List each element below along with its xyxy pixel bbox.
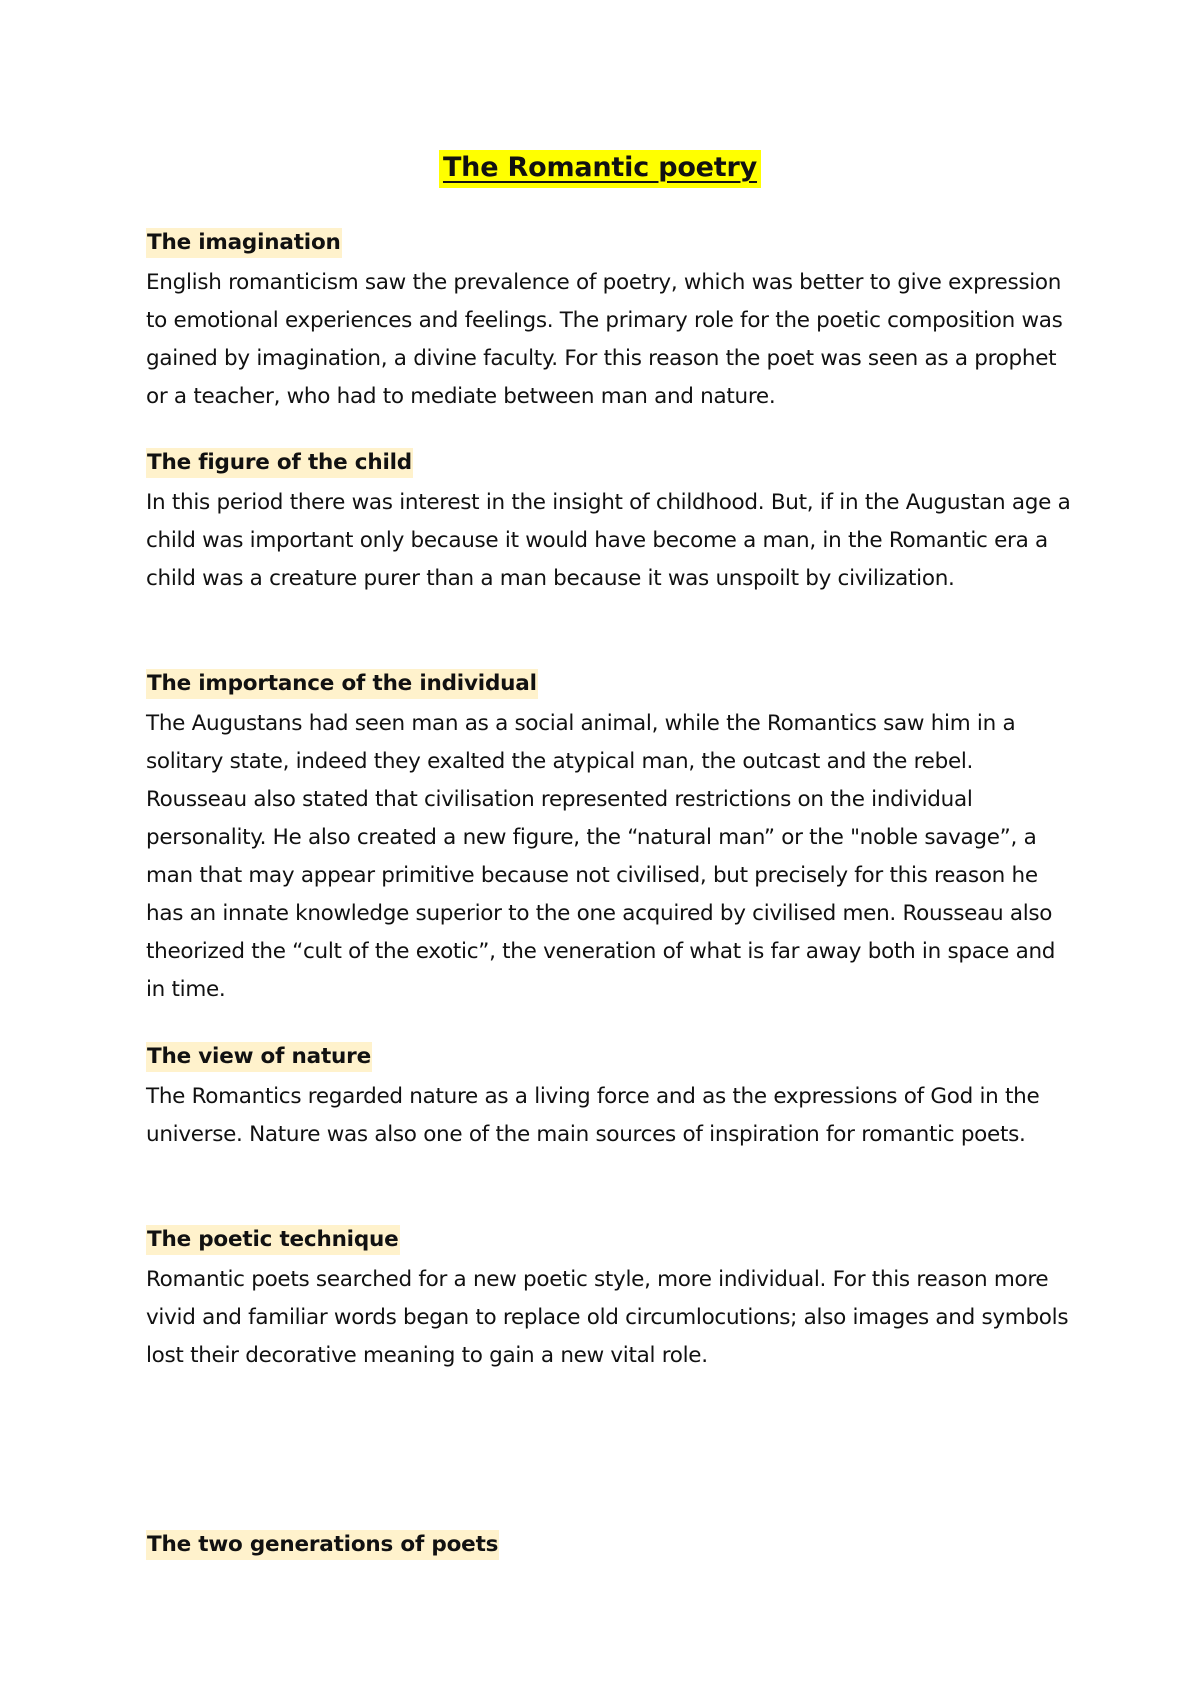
section-heading: The figure of the child (146, 448, 413, 478)
section-heading: The poetic technique (146, 1225, 400, 1255)
page-title: The Romantic poetry (439, 150, 761, 188)
section-view-of-nature (146, 1042, 1076, 1154)
section-two-generations (146, 1530, 1076, 1560)
section-body: Romantic poets searched for a new poetic style, more individual. For this reason more vivid and familiar words began to replace old circumlocutions; also images and symbols lost their decorative meaning to gain a new vital role. (146, 1267, 1069, 1368)
section-body: The Augustans had seen man as a social animal, while the Romantics saw him in a solitary state, indeed they exalted the atypical man, the outcast and the rebel. Rousseau also stated that civilisation represented restrictions on the individual personality. He also created a new figure, the “natural man” or the "noble savage”, a man that may appear primitive because not civilised, but precisely for this reason he has an innate knowledge superior to the one acquired by civilised men. Rousseau also theorized the “cult of the exotic”, the veneration of what is far away both in space and in time. (146, 711, 1056, 1002)
section-figure-of-child (146, 448, 1076, 598)
section-heading: The imagination (146, 228, 342, 258)
section-heading: The two generations of poets (146, 1530, 499, 1560)
section-heading: The importance of the individual (146, 669, 538, 699)
section-poetic-technique (146, 1225, 1076, 1375)
title-container (0, 150, 1200, 188)
section-body: English romanticism saw the prevalence of poetry, which was better to give expression to emotional experiences and feelings. The primary role for the poetic composition was gained by imagination, a divine faculty. For this reason the poet was seen as a prophet or a teacher, who had to mediate between man and nature. (146, 270, 1063, 409)
section-body: The Romantics regarded nature as a living force and as the expressions of God in the universe. Nature was also one of the main sources of inspiration for romantic poets. (146, 1084, 1040, 1147)
section-importance-of-individual (146, 669, 1076, 1009)
section-heading: The view of nature (146, 1042, 372, 1072)
section-imagination (146, 228, 1076, 416)
section-body: In this period there was interest in the insight of childhood. But, if in the Augustan age a child was important only because it would have become a man, in the Romantic era a child was a creature purer than a man because it was unspoilt by civilization. (146, 490, 1071, 591)
